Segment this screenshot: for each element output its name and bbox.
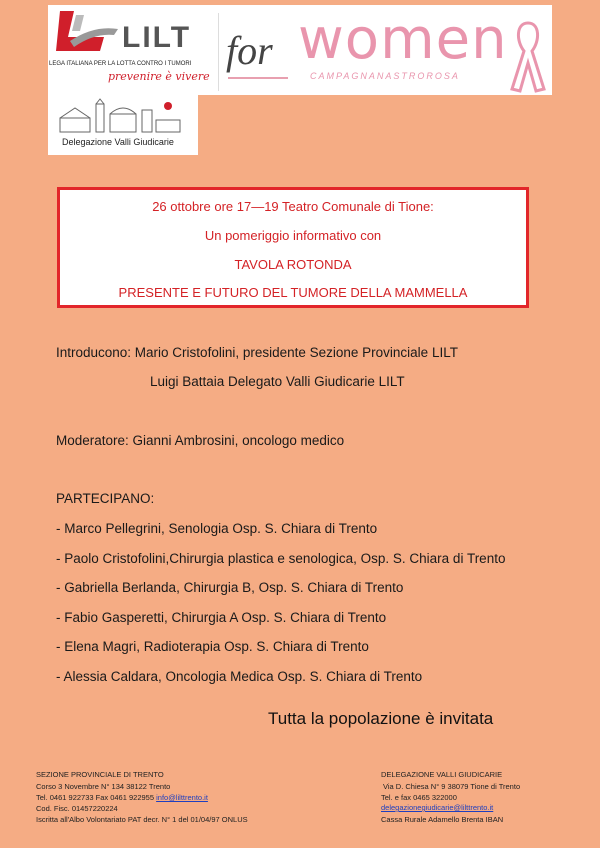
event-title: TAVOLA ROTONDA bbox=[234, 257, 352, 272]
participant-item: - Marco Pellegrini, Senologia Osp. S. Chiara di Trento bbox=[56, 521, 378, 536]
participant-item: - Alessia Caldara, Oncologia Medica Osp. S. Chiara di Trento bbox=[56, 669, 423, 684]
delegation-logo bbox=[48, 95, 198, 155]
lilt-logo-icon bbox=[54, 7, 122, 59]
event-date-line: 26 ottobre ore 17—19 Teatro Comunale di Tione: bbox=[152, 199, 434, 214]
footer-left-contacts bbox=[36, 793, 208, 802]
footer-right-phone: Tel. e fax 0465 322000 bbox=[381, 793, 457, 802]
footer-left-fiscal: Cod. Fisc. 01457220224 bbox=[36, 804, 118, 813]
event-box bbox=[57, 187, 529, 308]
footer-left-registry: Iscritta all'Albo Volontariato PAT decr. N° 1 del 01/04/97 ONLUS bbox=[36, 815, 248, 824]
footer-right-title: DELEGAZIONE VALLI GIUDICARIE bbox=[381, 770, 503, 779]
lilt-name: LILT bbox=[122, 21, 192, 54]
participant-item: - Gabriella Berlanda, Chirurgia B, Osp. S. Chiara di Trento bbox=[56, 580, 404, 595]
footer-left-email-link[interactable]: info@lilttrento.it bbox=[156, 793, 208, 802]
for-underline bbox=[228, 77, 288, 79]
intro-line-2: Luigi Battaia Delegato Valli Giudicarie LILT bbox=[150, 374, 405, 389]
participant-item: - Fabio Gasperetti, Chirurgia A Osp. S. Chiara di Trento bbox=[56, 610, 387, 625]
delegation-label: Delegazione Valli Giudicarie bbox=[62, 137, 174, 147]
delegation-town-icon bbox=[56, 98, 190, 136]
lilt-logo bbox=[48, 5, 220, 95]
event-topic: PRESENTE E FUTURO DEL TUMORE DELLA MAMMELLA bbox=[118, 285, 468, 300]
women-text: women bbox=[298, 7, 508, 72]
invitation-text: Tutta la popolazione è invitata bbox=[268, 709, 494, 728]
footer-left-phone: Tel. 0461 922733 Fax 0461 922955 bbox=[36, 793, 155, 802]
footer-right-email-link[interactable]: delegazionegiudicarie@lilttrento.it bbox=[381, 803, 494, 812]
participant-item: - Elena Magri, Radioterapia Osp. S. Chiara di Trento bbox=[56, 639, 369, 654]
footer-right-bank: Cassa Rurale Adamello Brenta IBAN bbox=[381, 815, 504, 824]
header-banner bbox=[48, 5, 552, 95]
intro-line-1: Introducono: Mario Cristofolini, presidente Sezione Provinciale LILT bbox=[56, 345, 458, 360]
pink-ribbon-icon bbox=[510, 19, 546, 93]
lilt-subtitle: LEGA ITALIANA PER LA LOTTA CONTRO I TUMORI bbox=[49, 61, 192, 67]
lilt-slogan: prevenire è vivere bbox=[108, 70, 210, 83]
campaign-text: CAMPAGNANASTROROSA bbox=[310, 71, 460, 81]
footer-left-title: SEZIONE PROVINCIALE DI TRENTO bbox=[36, 770, 164, 779]
event-subtitle: Un pomeriggio informativo con bbox=[204, 228, 382, 243]
participant-item: - Paolo Cristofolini,Chirurgia plastica e senologica, Osp. S. Chiara di Trento bbox=[56, 551, 506, 566]
moderator-line: Moderatore: Gianni Ambrosini, oncologo medico bbox=[56, 433, 345, 448]
for-text: for bbox=[226, 28, 273, 73]
header-divider bbox=[218, 13, 219, 91]
footer-left-address: Corso 3 Novembre N° 134 38122 Trento bbox=[36, 782, 171, 791]
footer-right-address: Via D. Chiesa N° 9 38079 Tione di Trento bbox=[383, 782, 521, 791]
participants-heading: PARTECIPANO: bbox=[56, 491, 155, 506]
